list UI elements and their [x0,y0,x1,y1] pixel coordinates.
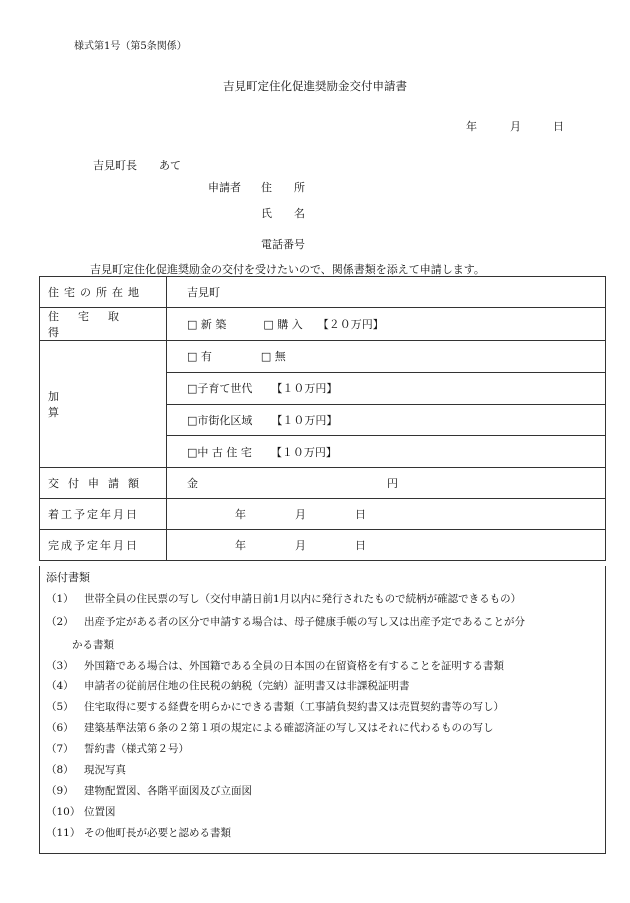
start-date-field[interactable] [167,499,606,530]
row-acquisition [40,308,606,341]
complete-day: 日 [355,539,366,552]
addition-yes-no [167,341,606,373]
attachment-text: 位置図 [84,806,116,818]
complete-date-field[interactable] [167,530,606,561]
location-label [40,277,167,308]
attachment-text: その他町長が必要と認める書類 [84,827,231,839]
date-year-label: 年 [466,120,477,133]
new-build-checkbox[interactable]: □ 新 築 [187,318,227,331]
attachment-text: 外国籍である場合は、外国籍である全員の日本国の在留資格を有することを証明する書類 [84,660,504,672]
location-value[interactable] [167,277,606,308]
child-rearing-amount: 【１０万円】 [271,382,338,396]
applicant-label: 申請者 [208,181,241,194]
attachment-item [46,699,504,714]
complete-year: 年 [235,539,246,552]
addition-label [40,341,167,468]
address-label: 住 所 [261,181,305,194]
name-label: 氏 名 [261,207,305,220]
date-day-label: 日 [553,120,564,133]
row-grant [40,468,606,499]
attachment-text: 建物配置図、各階平面図及び立面図 [84,785,252,797]
attachment-item [72,637,114,652]
start-day: 日 [355,508,366,521]
application-table [39,276,606,561]
acquisition-amount: 【２０万円】 [317,318,384,331]
complete-label-text: 完成予定年月日 [48,539,139,552]
attachments-title: 添付書類 [46,571,90,584]
attachment-text: 世帯全員の住民票の写し（交付申請日前1月以内に発行されたもので続柄が確認できるもの） [84,593,522,605]
attachment-number: （1） [46,593,74,605]
addressee: 吉見町長 あて [93,159,181,172]
attachment-number: （10） [46,806,81,818]
start-year: 年 [235,508,246,521]
row-addition-1 [40,341,606,373]
attachment-number: （7） [46,743,74,755]
attachment-text: 誓約書（様式第２号） [84,743,189,755]
start-label [40,499,167,530]
attachment-number: （2） [46,616,74,628]
attachment-item [46,741,189,756]
form-number: 様式第1号（第5条関係） [74,41,187,52]
row-location [40,277,606,308]
attachment-text: 建築基準法第６条の２第１項の規定による確認済証の写し又はそれに代わるものの写し [84,722,494,734]
complete-label [40,530,167,561]
row-start [40,499,606,530]
date-month-label: 月 [510,120,521,133]
attachment-item [46,658,504,673]
start-label-text: 着工予定年月日 [48,508,139,521]
attachment-item [46,804,116,819]
attachment-item [46,720,494,735]
intro-statement: 吉見町定住化促進奨励金の交付を受けたいので、関係書類を添えて申請します。 [90,263,485,276]
attachment-item [46,825,231,840]
attachment-item [46,591,521,606]
attachment-number: （4） [46,680,74,692]
row-complete [40,530,606,561]
attachment-number: （6） [46,722,74,734]
urban-area-amount: 【１０万円】 [271,413,338,427]
start-month: 月 [295,508,306,521]
child-rearing-row [167,372,606,404]
grant-prefix: 金 [187,477,198,490]
addition-no-checkbox[interactable]: □ 無 [260,350,286,364]
used-house-row [167,436,606,468]
attachment-text: 申請者の従前居住地の住民税の納税（完納）証明書又は非課税証明書 [84,680,410,692]
grant-label-text: 交付申請額 [48,477,148,490]
grant-label [40,468,167,499]
used-house-checkbox[interactable]: □中 古 住 宅 [187,445,252,459]
attachment-item [46,783,252,798]
grant-unit: 円 [387,477,398,490]
used-house-amount: 【１０万円】 [270,445,337,459]
phone-label: 電話番号 [261,238,305,251]
location-value-text: 吉見町 [187,286,220,299]
attachment-number: （8） [46,764,74,776]
attachment-number: （3） [46,660,74,672]
attachment-text: 現況写真 [84,764,126,776]
acquisition-label-text: 住宅取得 [48,310,138,339]
attachment-item [46,678,410,693]
document-title: 吉見町定住化促進奨励金交付申請書 [223,79,407,93]
urban-area-row [167,404,606,436]
attachment-text: かる書類 [72,639,114,651]
attachment-number: （5） [46,701,74,713]
purchase-checkbox[interactable]: □ 購 入 [263,318,303,331]
attachment-item [46,762,126,777]
location-label-text: 住宅の所在地 [48,286,144,299]
acquisition-options [167,308,606,341]
attachment-number: （11） [46,827,81,839]
child-rearing-checkbox[interactable]: □子育て世代 [187,382,253,396]
grant-amount-field[interactable] [167,468,606,499]
complete-month: 月 [295,539,306,552]
attachments-section [39,566,606,854]
attachment-item [46,614,525,629]
attachment-number: （9） [46,785,74,797]
addition-yes-checkbox[interactable]: □ 有 [187,350,212,364]
acquisition-label [40,308,167,341]
addition-label-text: 加算 [48,390,134,419]
attachment-text: 住宅取得に要する経費を明らかにできる書類（工事請負契約書又は売買契約書等の写し） [84,701,504,713]
urban-area-checkbox[interactable]: □市街化区域 [187,413,253,427]
attachment-text: 出産予定がある者の区分で申請する場合は、母子健康手帳の写し又は出産予定であることが分 [84,616,525,628]
